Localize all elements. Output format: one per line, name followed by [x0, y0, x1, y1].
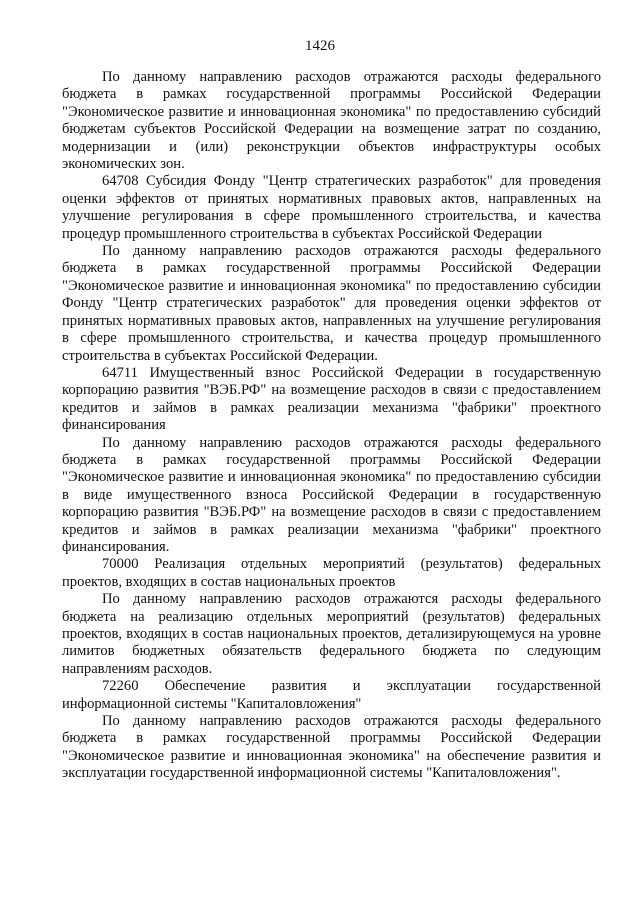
paragraph-5: По данному направлению расходов отражаются расходы федерального бюджета в рамках государственной программы Российской Федерации "Экономическое развитие и инновационная экономика" по предоставлению субсидии в виде имущественного взноса Российской Федерации в государственную корпорацию развития "ВЭБ.РФ" на возмещение расходов в связи с предоставлением кредитов и займов в рамках реализации механизма "фабрики" проектного финансирования. [62, 434, 601, 555]
page-number: 1426 [305, 38, 335, 54]
paragraph-7: По данному направлению расходов отражаются расходы федерального бюджета на реализацию отдельных мероприятий (результатов) федеральных проектов, входящих в состав национальных проектов, детализирующемуся на уровне лимитов бюджетных обязательств федерального бюджета по следующим направлениям расходов. [62, 591, 601, 677]
document-body [62, 69, 601, 783]
paragraph-2-code-64708: 64708 Субсидия Фонду "Центр стратегических разработок" для проведения оценки эффектов от принятых нормативных правовых актов, направленных на улучшение регулирования в сфере промышленного строительства, и качества процедур промышленного строительства в субъектах Российской Федерации [62, 173, 601, 242]
paragraph-1: По данному направлению расходов отражаются расходы федерального бюджета в рамках государственной программы Российской Федерации "Экономическое развитие и инновационная экономика" по предоставлению субсидий бюджетам субъектов Российской Федерации на возмещение затрат по созданию, модернизации и (или) реконструкции объектов инфраструктуры особых экономических зон. [62, 69, 601, 173]
paragraph-8-code-72260: 72260 Обеспечение развития и эксплуатации государственной информационной системы "Капиталовложения" [62, 678, 601, 712]
paragraph-4-code-64711: 64711 Имущественный взнос Российской Федерации в государственную корпорацию развития "ВЭБ.РФ" на возмещение расходов в связи с предоставлением кредитов и займов в рамках реализации механизма "фабрики" проектного финансирования [62, 364, 601, 434]
paragraph-6-code-70000: 70000 Реализация отдельных мероприятий (результатов) федеральных проектов, входящих в состав национальных проектов [62, 556, 601, 590]
paragraph-9: По данному направлению расходов отражаются расходы федерального бюджета в рамках государственной программы Российской Федерации "Экономическое развитие и инновационная экономика" на обеспечение развития и эксплуатации государственной информационной системы "Капиталовложения". [62, 713, 601, 782]
paragraph-3: По данному направлению расходов отражаются расходы федерального бюджета в рамках государственной программы Российской Федерации "Экономическое развитие и инновационная экономика" по предоставлению субсидии Фонду "Центр стратегических разработок" для проведения оценки эффектов от принятых нормативных правовых актов, направленных на улучшение регулирования в сфере промышленного строительства, и качества процедур промышленного строительства в субъектах Российской Федерации. [62, 243, 601, 364]
